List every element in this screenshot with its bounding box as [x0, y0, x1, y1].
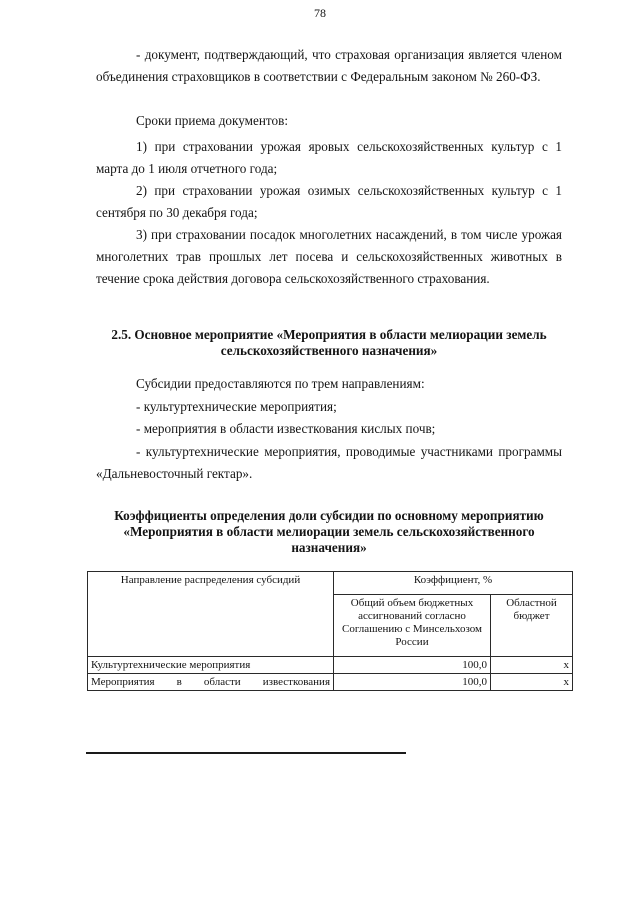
subsidy-coefficients-table [87, 571, 573, 691]
paragraph-perennial-plantings: 3) при страховании посадок многолетних насаждений, в том числе урожая многолетних трав прошлых лет посева и сельскохозяйственных животных в течение срока действия договора сельскохозяйственного страхования. [96, 227, 562, 286]
section-heading: 2.5. Основное мероприятие «Мероприятия в области мелиорации земель сельскохозяйственного назначения» [111, 327, 547, 358]
list-item: - культуртехнические мероприятия, проводимые участниками программы «Дальневосточный гектар». [96, 444, 562, 481]
table-row [88, 657, 573, 674]
row-direction: Мероприятия в области известкования [88, 674, 334, 691]
paragraph-document-deadlines: Сроки приема документов: [136, 113, 288, 128]
row-regional-value: х [491, 657, 573, 674]
paragraph-spring-crops: 1) при страховании урожая яровых сельскохозяйственных культур с 1 марта до 1 июля отчетного года; [96, 139, 562, 176]
section-intro: Субсидии предоставляются по трем направлениям: [136, 376, 425, 391]
list-item: - мероприятия в области известкования кислых почв; [136, 421, 436, 436]
footer-rule [86, 752, 406, 754]
header-coefficient: Коэффициент, % [334, 572, 573, 595]
row-federal-value: 100,0 [334, 674, 491, 691]
paragraph-insurer-membership: - документ, подтверждающий, что страховая организация является членом объединения страховщиков в соответствии с Федеральным законом № 260-ФЗ. [96, 47, 562, 84]
table-title: Коэффициенты определения доли субсидии по основному мероприятию «Мероприятия в области мелиорации земель сельскохозяйственного назначения» [114, 508, 544, 555]
row-federal-value: 100,0 [334, 657, 491, 674]
list-item: - культуртехнические мероприятия; [136, 399, 337, 414]
row-regional-value: х [491, 674, 573, 691]
header-regional-budget: Областной бюджет [491, 595, 573, 657]
table-row [88, 674, 573, 691]
header-direction: Направление распределения субсидий [88, 572, 334, 657]
paragraph-winter-crops: 2) при страховании урожая озимых сельскохозяйственных культур с 1 сентября по 30 декабря года; [96, 183, 562, 220]
page-number: 78 [314, 6, 326, 20]
header-federal-budget: Общий объем бюджетных ассигнований согласно Соглашению с Минсельхозом России [334, 595, 491, 657]
row-direction: Культуртехнические мероприятия [88, 657, 334, 674]
